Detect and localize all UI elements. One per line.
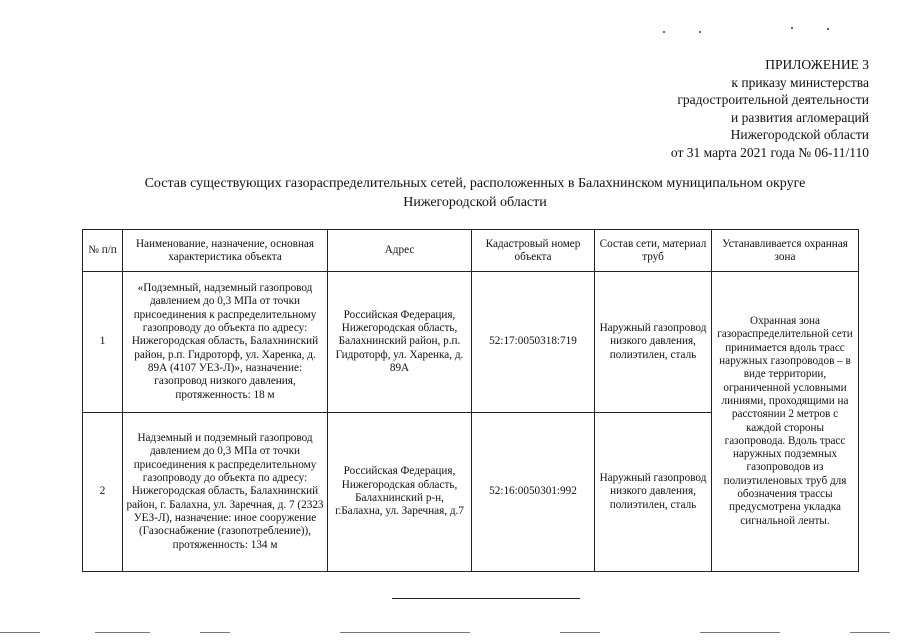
closing-line	[392, 598, 580, 599]
scan-edge-line	[560, 632, 600, 633]
document-title	[100, 174, 850, 212]
cell-address: Российская Федерация, Нижегородская область, Балахнинский р-н, г.Балахна, ул. Заречная, д.7	[328, 413, 472, 572]
cell-num: 2	[83, 413, 123, 572]
cell-address: Российская Федерация, Нижегородская область, Балахнинский район, р.п. Гидроторф, ул. Харенка, д. 89А	[328, 272, 472, 413]
appendix-line: Нижегородской области	[730, 127, 869, 142]
appendix-block	[671, 56, 869, 161]
appendix-date-number: от 31 марта 2021 года № 06-11/110	[670, 144, 869, 160]
cell-name: «Подземный, надземный газопровод давлением до 0,3 МПа от точки присоединения к распределительному газопроводу до объекта по адресу: Нижегородская область, Балахнинский район, р.п. Гидроторф, ул. Харенка, д. 89А (4107 УЕЗ-Л)», назначение: газопровод низкого давления, протяженность: 18 м	[123, 272, 328, 413]
scan-edge-line	[95, 632, 150, 633]
cell-cadastral: 52:16:0050301:992	[472, 413, 595, 572]
document-title-line-1: Состав существующих газораспределительных сетей, расположенных в Балахнинском муниципальном округе	[144, 176, 806, 191]
cell-name: Надземный и подземный газопровод давлением до 0,3 МПа от точки присоединения к распределительному газопроводу до объекта по адресу: Нижегородская область, Балахнинский район, г. Балахна, ул. Заречная, д. 7 (2323 УЕЗ-Л), назначение: иное сооружение (Газоснабжение (газопотребление)), протяженность: 134 м	[123, 413, 328, 572]
scan-edge-line	[850, 632, 890, 633]
scan-speck	[791, 27, 793, 29]
appendix-line: и развития агломераций	[730, 109, 869, 125]
header-address: Адрес	[328, 230, 472, 272]
document-title-line-2: Нижегородской области	[403, 195, 547, 210]
scan-edge-line	[340, 632, 470, 633]
cell-num: 1	[83, 272, 123, 413]
header-name: Наименование, назначение, основная характеристика объекта	[123, 230, 328, 272]
header-zone: Устанавливается охранная зона	[712, 230, 859, 272]
table-header-row	[83, 230, 859, 272]
header-network: Состав сети, материал труб	[595, 230, 712, 272]
appendix-line: градостроительной деятельности	[677, 92, 869, 107]
scan-edge-line	[700, 632, 780, 633]
cell-cadastral: 52:17:0050318:719	[472, 272, 595, 413]
scan-edge-line	[200, 632, 230, 633]
cell-network: Наружный газопровод низкого давления, полиэтилен, сталь	[595, 413, 712, 572]
scan-edge-line	[0, 632, 40, 633]
scan-speck	[699, 31, 701, 33]
table-row	[83, 272, 859, 413]
header-cadastral: Кадастровый номер объекта	[472, 230, 595, 272]
scan-speck	[663, 31, 665, 33]
cell-zone: Охранная зона газораспределительной сети принимается вдоль трасс наружных газопроводов – в виде территории, ограниченной условными линиями, проходящими на расстоянии 2 метров с каждой стороны газопровода. Вдоль трасс наружных подземных газопроводов из полиэтиленовых труб для обозначения трассы предусмотрена укладка сигнальной ленты.	[712, 272, 859, 572]
appendix-heading: ПРИЛОЖЕНИЕ 3	[765, 57, 869, 72]
scan-speck	[827, 28, 829, 30]
header-num: № п/п	[83, 230, 123, 272]
cell-network: Наружный газопровод низкого давления, полиэтилен, сталь	[595, 272, 712, 413]
gas-networks-table	[82, 229, 859, 572]
appendix-line: к приказу министерства	[731, 74, 869, 90]
